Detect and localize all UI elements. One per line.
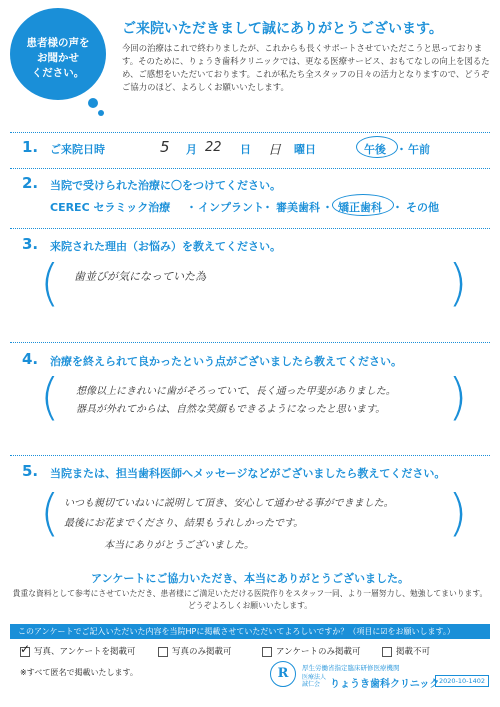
- q1-option-afternoon: 午後: [364, 143, 386, 156]
- q2-option-cosmetic: 審美歯科: [276, 201, 320, 214]
- anonymous-note: ※すべて匿名で掲載いたします。: [20, 668, 138, 677]
- separator: ・: [396, 143, 407, 156]
- divider: [10, 342, 490, 343]
- q1-label: ご来院日時: [50, 143, 105, 156]
- close-bracket: ): [448, 484, 468, 542]
- checkbox[interactable]: [158, 647, 168, 657]
- open-bracket: (: [40, 368, 60, 426]
- q2-number: 2.: [22, 174, 39, 192]
- bubble-line-1: 患者様の声を: [26, 37, 90, 49]
- open-bracket: (: [40, 484, 60, 542]
- q5-answer-line-1: いつも親切ていねいに説明して頂き、安心して通わせる事ができました。: [64, 498, 394, 509]
- divider: [10, 228, 490, 229]
- divider: [10, 168, 490, 169]
- divider: [10, 455, 490, 456]
- q1-day-label: 日: [240, 143, 251, 156]
- consent-option-photo-and-survey[interactable]: [20, 641, 136, 657]
- clinic-name: りょうき歯科クリニック: [330, 679, 440, 690]
- consent-option-photo-only[interactable]: [158, 645, 232, 657]
- q2-label: 当院で受けられた治療に〇をつけてください。: [50, 179, 281, 192]
- option-label: 写真のみ掲載可: [172, 647, 232, 657]
- q5-answer-line-2: 最後にお花までくださり、結果もうれしかったです。: [64, 518, 304, 529]
- option-label: アンケートのみ掲載可: [276, 647, 361, 657]
- q4-number: 4.: [22, 350, 39, 368]
- clinic-corporation: [302, 674, 326, 688]
- corp-line-1: 医療法人: [302, 674, 327, 681]
- footer-note-line-2: どうぞよろしくお願いいたします。: [187, 601, 313, 610]
- thanks-heading: アンケートにご協力いただき、本当にありがとうございました。: [91, 572, 409, 585]
- separator: ・: [392, 201, 403, 214]
- q3-label: 来院された理由（お悩み）を教えてください。: [50, 240, 281, 253]
- q1-option-morning: 午前: [408, 143, 430, 156]
- document-code: 2020-10-1402: [435, 675, 489, 687]
- page-title: ご来院いただきまして誠にありがとうございます。: [122, 21, 443, 37]
- open-bracket: (: [40, 254, 60, 312]
- q1-day-value: 22: [205, 140, 222, 155]
- q3-number: 3.: [22, 235, 39, 253]
- checkbox[interactable]: [20, 641, 31, 657]
- bubble-tail-dot-small: [98, 110, 104, 116]
- separator: ・: [262, 201, 273, 214]
- q2-option-orthodontics: 矯正歯科: [338, 201, 382, 214]
- clinic-logo: R: [270, 661, 296, 687]
- q4-answer-line-1: 想像以上にきれいに歯がそろっていて、長く通った甲斐がありました。: [76, 386, 396, 397]
- q1-number: 1.: [22, 138, 39, 156]
- consent-option-survey-only[interactable]: [262, 645, 361, 657]
- q1-weekday-label: 曜日: [294, 143, 316, 156]
- consent-question-bar: このアンケートでご記入いただいた内容を当院HPに掲載させていただいてよろしいですか？（項目に☑をお願いします。）: [10, 624, 490, 639]
- option-label: 写真、アンケートを掲載可: [34, 647, 136, 657]
- q5-number: 5.: [22, 462, 39, 480]
- footer-note: [0, 588, 500, 612]
- q3-answer: 歯並びが気になっていた為: [74, 270, 206, 283]
- separator: ・: [186, 201, 197, 214]
- q2-option-other: その他: [406, 201, 439, 214]
- q4-label: 治療を終えられて良かったという点がございましたら教えてください。: [50, 355, 402, 368]
- q1-month-label: 月: [186, 143, 197, 156]
- clinic-association: 厚生労働省指定臨床研修医療機関: [302, 664, 400, 672]
- corp-line-2: 誠仁会: [302, 681, 321, 688]
- bubble-line-2: お聞かせ: [37, 52, 79, 64]
- q5-answer-line-3: 本当にありがとうございました。: [104, 540, 254, 551]
- check-mark-icon: ✓: [20, 641, 31, 656]
- divider: [10, 132, 490, 133]
- footer-note-line-1: 貴重な資料として参考にさせていただき、患者様にご満足いただける医院作りをスタッフ一同、より一層努力し、勉強してまいります。: [12, 589, 488, 598]
- checkbox[interactable]: [382, 647, 392, 657]
- option-label: 掲載不可: [396, 647, 431, 657]
- q2-option-implant: インプラント: [198, 201, 264, 214]
- bubble-tail-dot: [88, 98, 98, 108]
- q5-label: 当院または、担当歯科医師へメッセージなどがございましたら教えてください。: [50, 467, 446, 480]
- separator: ・: [322, 201, 333, 214]
- q4-answer-line-2: 器具が外れてからは、自然な笑顔もできるようになったと思います。: [76, 404, 386, 415]
- close-bracket: ): [448, 368, 468, 426]
- close-bracket: ): [448, 254, 468, 312]
- bubble-line-3: ください。: [31, 67, 85, 79]
- q2-option-cerec: CEREC セラミック治療: [50, 201, 171, 214]
- q1-month-value: 5: [160, 138, 170, 156]
- intro-text: 今回の治療はこれで終わりましたが、これからも長くサポートさせていただこうと思っております。そのために、りょうき歯科クリニックでは、更なる医療サービス、おもてなしの向上を図るため、ご感想をいただいております。これが私たち全スタッフの日々の活力となりますので、どうぞご協力のほど、よろしくお願いいたします。: [122, 43, 490, 92]
- q1-weekday-value: 日: [268, 143, 282, 158]
- checkbox[interactable]: [262, 647, 272, 657]
- consent-option-not-allowed[interactable]: [382, 645, 430, 657]
- header-bubble: [10, 8, 106, 100]
